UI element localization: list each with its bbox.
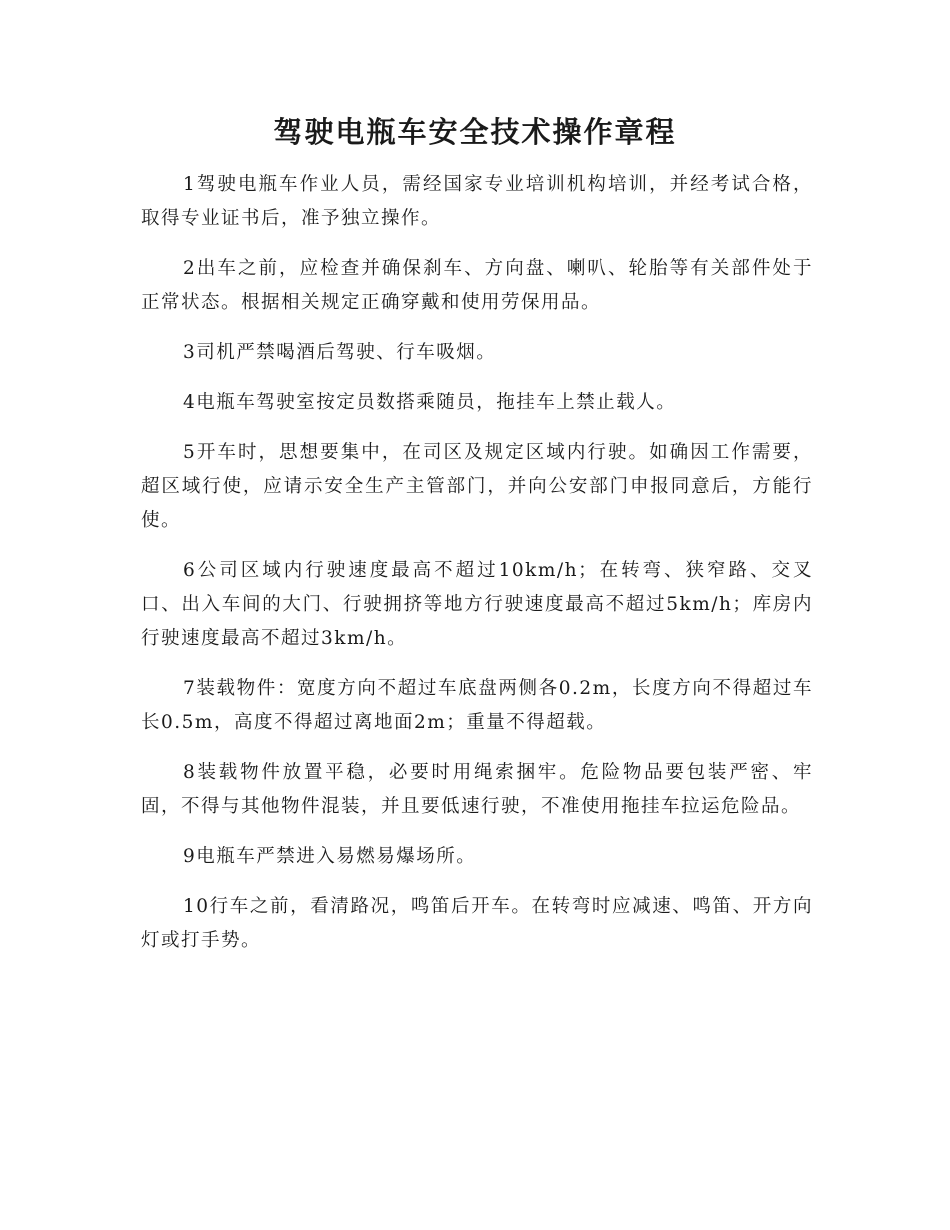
paragraph-9: 9电瓶车严禁进入易燃易爆场所。 — [183, 846, 477, 867]
document-title: 驾驶电瓶车安全技术操作章程 — [273, 115, 677, 149]
document-body — [141, 168, 813, 974]
paragraph-1: 1驾驶电瓶车作业人员，需经国家专业培训机构培训，并经考试合格，取得专业证书后，准予独立操作。 — [141, 174, 813, 229]
paragraph-7: 7装载物件：宽度方向不超过车底盘两侧各0.2m，长度方向不得超过车长0.5m，高度不得超过离地面2m；重量不得超载。 — [141, 678, 813, 733]
paragraph-8: 8装载物件放置平稳，必要时用绳索捆牢。危险物品要包装严密、牢固，不得与其他物件混装，并且要低速行驶，不准使用拖挂车拉运危险品。 — [141, 762, 813, 817]
paragraph-2: 2出车之前，应检查并确保刹车、方向盘、喇叭、轮胎等有关部件处于正常状态。根据相关规定正确穿戴和使用劳保用品。 — [141, 258, 813, 313]
paragraph-10: 10行车之前，看清路况，鸣笛后开车。在转弯时应减速、鸣笛、开方向灯或打手势。 — [141, 896, 813, 951]
paragraph-6: 6公司区域内行驶速度最高不超过10km/h；在转弯、狭窄路、交叉口、出入车间的大门、行驶拥挤等地方行驶速度最高不超过5km/h；库房内行驶速度最高不超过3km/h。 — [141, 560, 813, 649]
paragraph-4: 4电瓶车驾驶室按定员数搭乘随员，拖挂车上禁止载人。 — [183, 392, 677, 413]
paragraph-5: 5开车时，思想要集中，在司区及规定区域内行驶。如确因工作需要，超区域行使，应请示安全生产主管部门，并向公安部门申报同意后，方能行使。 — [141, 442, 813, 531]
paragraph-3: 3司机严禁喝酒后驾驶、行车吸烟。 — [183, 342, 497, 363]
